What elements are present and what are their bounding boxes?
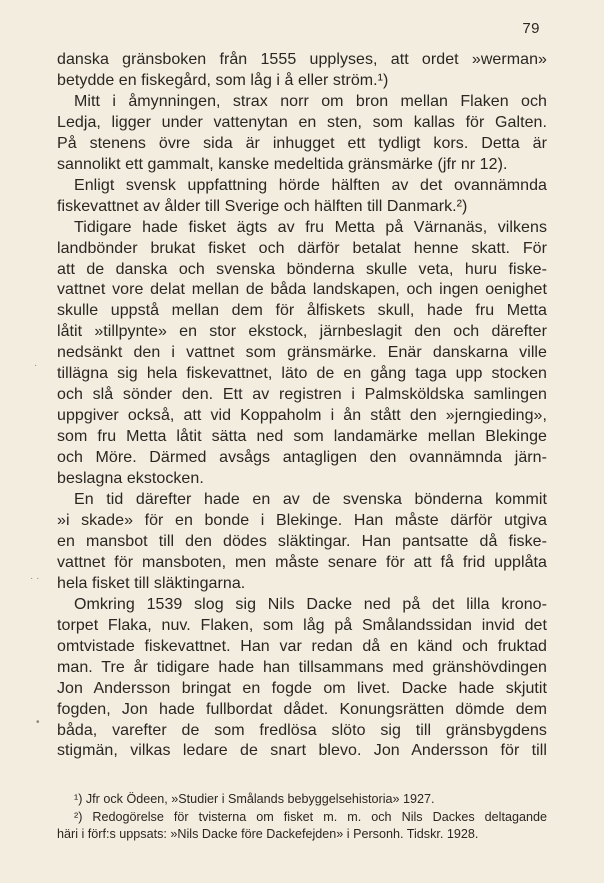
text-line: tillägna sig hela fiskevattnet, läto de en gång taga upp stocken	[57, 365, 547, 383]
text-line: och slå sönder den. Ett av registren i Palmsköldska samlingen	[57, 386, 547, 404]
text-line: En tid därefter hade en av de svenska bönderna kommit	[74, 491, 547, 509]
text-line: omtvistade fiskevattnet. Han var redan då en känd och fruktad	[57, 637, 547, 655]
text-line: Omkring 1539 slog sig Nils Dacke ned på det lilla krono-	[74, 595, 547, 613]
text-line: torpet Flaka, nuv. Flaken, som låg på Smålandssidan invid det	[57, 616, 547, 634]
text-line: Mitt i åmynningen, strax norr om bron mellan Flaken och	[74, 92, 547, 110]
text-line: Jon Andersson bringat en fogde om livet. Dacke hade skjutit	[57, 679, 547, 697]
text-line: Tidigare hade fisket ägts av fru Metta på Värnanäs, vilkens	[74, 218, 547, 236]
text-line: man. Tre år tidigare hade han tillsammans med gränshövdingen	[57, 658, 547, 676]
footnote-line: ²) Redogörelse för tvisterna om fisket m. m. och Nils Dackes deltagande	[74, 809, 547, 824]
text-line: nedsänkt den i vattnet som gränsmärke. Enär danskarna ville	[57, 344, 547, 362]
text-line: skulle uppstå mellan dem för ålfiskets skull, hade fru Metta	[57, 302, 547, 320]
text-line: båda, varefter de som fredlösa slöto sig till gränsbygdens	[57, 721, 547, 739]
text-line: På stenens övre sida är inhugget ett tydligt kors. Detta är	[57, 134, 547, 152]
margin-speck: · ·	[30, 573, 40, 584]
footnote-line: ¹) Jfr ock Ödeen, »Studier i Smålands bebyggelsehistoria» 1927.	[74, 792, 435, 806]
margin-speck: ·	[34, 360, 38, 371]
text-line: »i skade» för en bonde i Blekinge. Han måste därför utgiva	[57, 511, 547, 529]
page-number: 79	[522, 20, 540, 37]
text-line: hela fisket till släktingarna.	[57, 574, 246, 592]
footnotes	[57, 791, 547, 844]
text-line: fogden, Jon hade fullbordat dådet. Konungsrätten dömde dem	[57, 700, 547, 718]
text-line: uppgiver också, att vid Koppaholm i ån stått den »jerngieding»,	[57, 407, 547, 425]
text-line: låtit »tillpynte» en stor ekstock, järnbeslagit den och därefter	[57, 323, 547, 341]
text-line: vattnet vore delat mellan de båda landskapen, och ingen oenighet	[57, 281, 547, 299]
text-line: betydde en fiskegård, som låg i å eller ström.¹)	[57, 71, 389, 89]
text-line: beslagna ekstocken.	[57, 470, 204, 488]
text-line: att de danska och svenska bönderna skulle veta, huru fiske-	[57, 260, 547, 278]
text-line: en mansbot till den dödes släktingar. Han pantsatte då fiske-	[57, 532, 547, 550]
text-line: danska gränsboken från 1555 upplyses, att ordet »werman»	[57, 51, 547, 68]
text-line: landbönder brukat fisket och därför betalat henne skatt. För	[57, 239, 547, 257]
text-line: vattnet för mansboten, men måste senare för att få frid upplåta	[57, 553, 547, 571]
text-line: fiskevattnet av ålder till Sverige och hälften till Danmark.²)	[57, 197, 468, 215]
body-text	[57, 50, 547, 762]
footnote-line: häri i förf:s uppsats: »Nils Dacke före Dackefejden» i Personh. Tidskr. 1928.	[57, 827, 479, 841]
text-line: och Möre. Därmed avsågs antagligen den ovannämnda järn-	[57, 449, 547, 467]
text-line: som fru Metta låtit sätta ned som landamärke mellan Blekinge	[57, 428, 547, 446]
text-line: Ledja, ligger under vattenytan en sten, som kallas för Galten.	[57, 113, 547, 131]
margin-speck: •	[36, 717, 40, 728]
text-line: stigmän, vilkas ledare de snart blevo. Jon Andersson för till	[57, 742, 547, 760]
text-line: Enligt svensk uppfattning hörde hälften av det ovannämnda	[74, 176, 547, 194]
text-line: sannolikt ett gammalt, kanske medeltida gränsmärke (jfr nr 12).	[57, 155, 508, 173]
